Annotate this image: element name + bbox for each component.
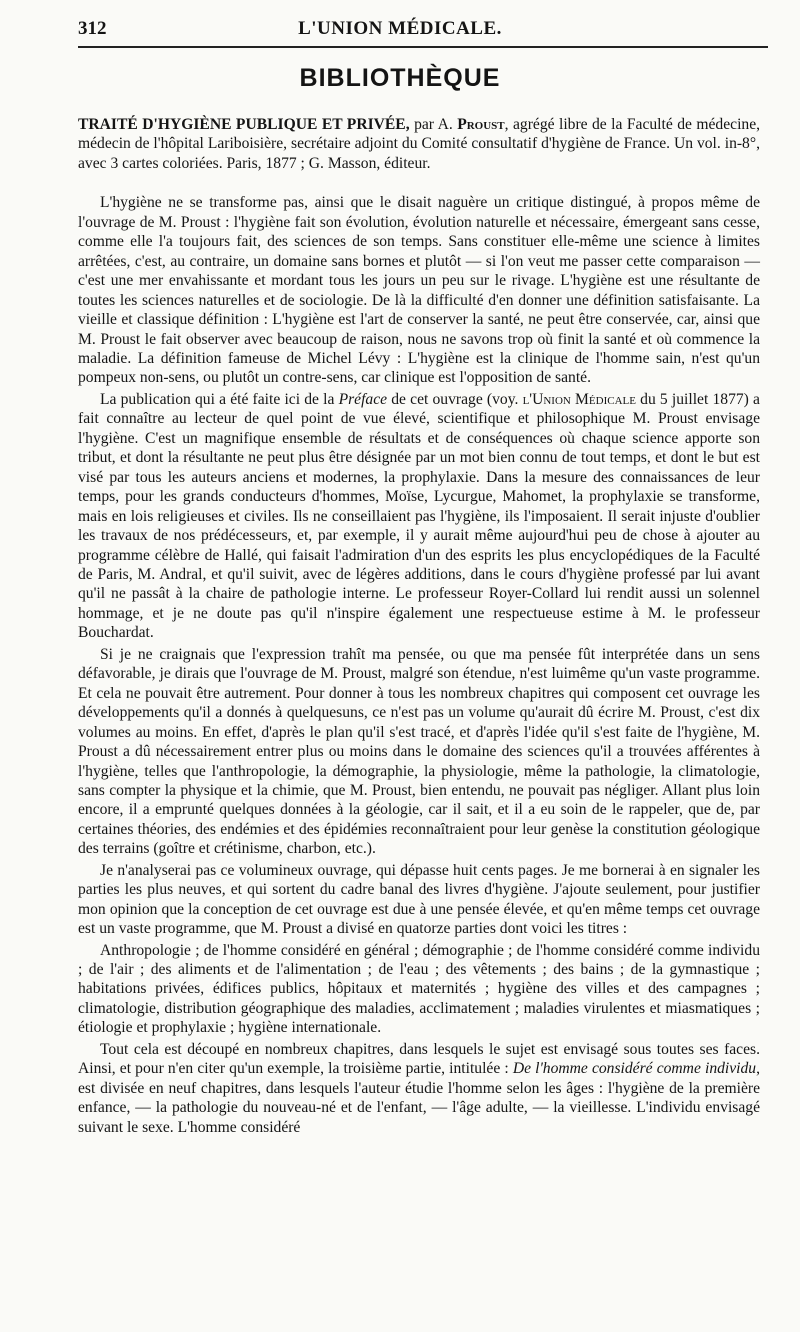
article-body [78, 115, 760, 1137]
section-title: BIBLIOTHÈQUE [299, 64, 501, 92]
paragraph-6-text-b: , est divisée en neuf chapitres, dans lesquels l'auteur étudie l'homme selon les âges : l'hygiène de la première enfance, — la pathologie du nouveau-né et de l'enfant, — l'âge adulte, — la vieillesse. L'individu envisagé suivant le sexe. L'homme considéré [78, 1060, 760, 1136]
paragraph-2 [78, 390, 760, 643]
header-rule [78, 46, 768, 48]
part-title-reference: De l'homme considéré comme individu [512, 1060, 757, 1078]
citation-by: par A. [414, 116, 453, 133]
book-citation [78, 115, 760, 173]
paragraph-6 [78, 1040, 760, 1137]
paragraph-2-text-b: de cet ouvrage (voy. [387, 390, 523, 408]
book-author: Proust [457, 116, 505, 133]
preface-reference: Préface [338, 390, 388, 408]
paragraph-1: L'hygiène ne se transforme pas, ainsi que le disait naguère un critique distingué, à propos même de l'ouvrage de M. Proust : l'hygiène fait son évolution, évolution naturelle et nécessaire, émergeant sans cesse, comme elle l'a toujours fait, des sciences de son temps. Sans constituer elle-même une science à limites arrêtées, c'est, au contraire, un domaine sans bornes et plutôt — si l'on veut me passer cette comparaison — c'est une mer envahissante et mordant tous les jours un peu sur le rivage. L'hygiène est une résultante de toutes les sciences naturelles et de sociologie. De là la difficulté d'en donner une définition satisfaisante. La vieille et classique définition : L'hygiène est l'art de conserver la santé, ne peut être conservée, car, ainsi que M. Proust le fait observer avec beaucoup de raison, nous ne savons trop où finit la santé et où commence la maladie. La définition fameuse de Michel Lévy : L'hygiène est la clinique de l'homme sain, n'est qu'un pompeux non-sens, ou plutôt un contre-sens, car clinique est l'opposition de santé. [78, 194, 760, 387]
running-title: L'UNION MÉDICALE. [298, 18, 502, 39]
book-title: TRAITÉ D'HYGIÈNE PUBLIQUE ET PRIVÉE, [78, 116, 410, 133]
paragraph-2-text-c: du 5 juillet 1877) a fait connaître au lecteur de quel point de vue élevé, scientifique et philosophique M. Proust envisage l'hygiène. C'est un magnifique ensemble de résultats et de conséquences où chaque science apporte son tribut, et dont la résultante ne peut plus être désignée par un mot bien connu de tout temps, et dont le but est visé par tous les auteurs anciens et modernes, la prophylaxie. Dans la mesure des connaissances de leur temps, pour les grands conducteurs d'hommes, Moïse, Lycurgue, Mahomet, la prophylaxie se transforme, mais en lois religieuses et civiles. Ils ne conseillaient pas l'hygiène, ils l'imposaient. Il serait injuste d'oublier les travaux de nos prédécesseurs, et, par exemple, il y aurait même aujourd'hui peu de chose à ajouter au programme célèbre de Hallé, qui faisait l'admiration d'un des esprits les plus encyclopédiques de la Faculté de Paris, M. Andral, et qu'il suivit, avec de légères additions, dans le cours d'hygiène professé par lui avant qu'il ne passât à la chaire de pathologie interne. Le professeur Royer-Collard lui rendit aussi un solennel hommage, et je ne doute pas qu'il n'inspire également une respectueuse estime à M. le professeur Bouchardat. [78, 390, 760, 642]
citation-details: , agrégé libre de la Faculté de médecine, médecin de l'hôpital Lariboisière, secrétaire adjoint du Comité consultatif d'hygiène de France. Un vol. in-8°, avec 3 cartes coloriées. Paris, 1877 ; G. Masson, éditeur. [78, 116, 761, 172]
journal-reference: l'Union Médicale [522, 390, 636, 408]
paragraph-5: Anthropologie ; de l'homme considéré en général ; démographie ; de l'homme considéré comme individu ; de l'air ; des aliments et de l'alimentation ; de l'eau ; des vêtements ; des bains ; de la gymnastique ; habitations privées, édifices publics, hôpitaux et maternités ; hygiène des villes et des campagnes ; climatologie, distribution géographique des maladies, acclimatement ; maladies virulentes et miasmatiques ; étiologie et prophylaxie ; hygiène internationale. [78, 941, 760, 1037]
paragraph-4: Je n'analyserai pas ce volumineux ouvrage, qui dépasse huit cents pages. Je me bornerai à en signaler les parties les plus neuves, et qui sortent du cadre banal des livres d'hygiène. J'ajoute seulement, pour justifier mon opinion que la conception de cet ouvrage est due à une pensée élevée, et qu'en même temps cet ouvrage est un vaste programme, que M. Proust a divisé en quatorze parties dont voici les titres : [78, 861, 760, 938]
paragraph-6-text-a: Tout cela est découpé en nombreux chapitres, dans lesquels le sujet est envisagé sous toutes ses faces. Ainsi, et pour n'en citer qu'un exemple, la troisième partie, intitulée : [78, 1040, 760, 1078]
paragraph-2-text-a: La publication qui a été faite ici de la [100, 390, 339, 408]
paragraph-3: Si je ne craignais que l'expression trahît ma pensée, ou que ma pensée fût interprétée dans un sens défavorable, je dirais que l'ouvrage de M. Proust, malgré son étendue, n'est luimême qu'un vaste programme. Et cela ne pouvait être autrement. Pour donner à tous les nombreux chapitres qui composent cet ouvrage les développements qu'il a donnés à quelquesuns, ce n'est pas un volume qu'aurait dû écrire M. Proust, c'est dix volumes au moins. En effet, d'après le plan qu'il s'est tracé, et d'après l'idée qu'il s'est faite de l'hygiène, M. Proust a dû nécessairement entrer plus ou moins dans le domaine des sciences qu'il a trouvées afférentes à l'hygiène, telles que l'anthropologie, la démographie, la physiologie, même la pathologie, la climatologie, sans compter la physique et la chimie, que M. Proust, bien entendu, ne pouvait pas négliger. Allant plus loin encore, il a emprunté quelques données à la géologie, car il sait, et il a eu soin de le rappeler, que de, par certaines théories, des endémies et des épidémies reconnaîtraient pour leur genèse la constitution géologique des terrains (goître et crétinisme, charbon, etc.). [78, 645, 760, 858]
page-number: 312 [78, 18, 107, 39]
